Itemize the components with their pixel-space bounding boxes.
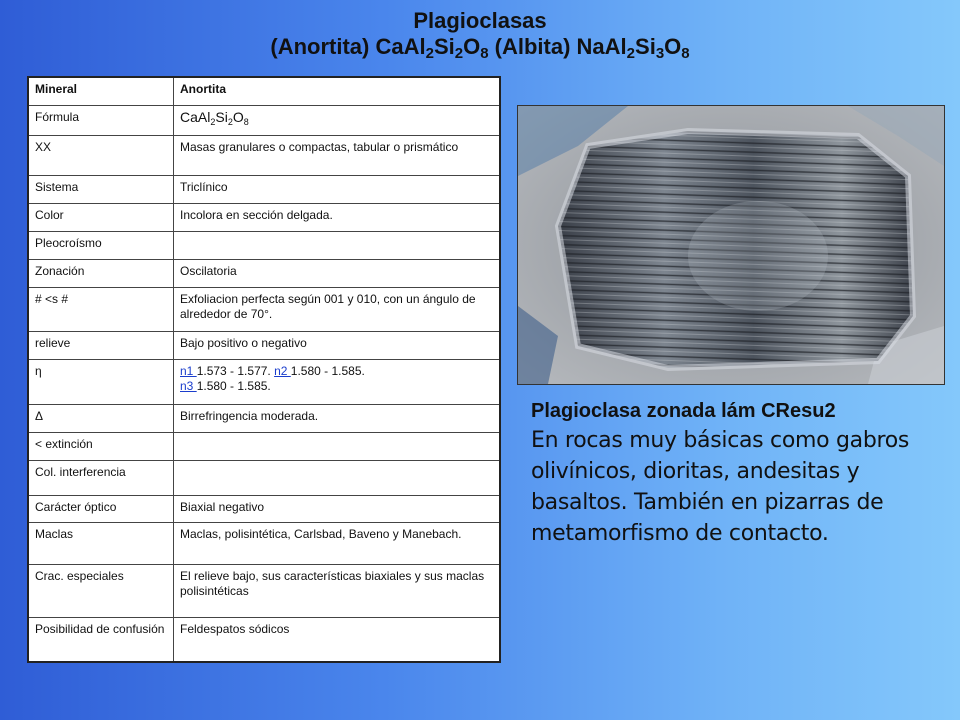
row-value <box>174 232 501 260</box>
title-line-2: (Anortita) $CaAl_2Si_2O_8$ (Albita) $NaAl_2Si_3O_8$ <box>270 34 690 62</box>
row-label: XX <box>28 136 174 176</box>
formula-value: $CaAl_2Si_2O_8$ <box>174 106 501 136</box>
row-value: Masas granulares o compactas, tabular o prismático <box>174 136 501 176</box>
row-value: El relieve bajo, sus características biaxiales y sus maclas polisintéticas <box>174 565 501 618</box>
row-label: relieve <box>28 332 174 360</box>
table-row <box>28 232 500 260</box>
table-row <box>28 461 500 496</box>
row-label: Carácter óptico <box>28 496 174 523</box>
row-value: Birrefringencia moderada. <box>174 405 501 433</box>
table-row <box>28 136 500 176</box>
row-value: Oscilatoria <box>174 260 501 288</box>
table-row <box>28 523 500 565</box>
table-row <box>28 433 500 461</box>
header-anortita: Anortita <box>174 77 501 106</box>
n2-link[interactable]: n2 <box>274 364 291 378</box>
caption-body: En rocas muy básicas como gabros olivínicos, dioritas, andesitas y basaltos. También en pizarras de metamorfismo de contacto. <box>531 428 910 546</box>
table-row-formula <box>28 106 500 136</box>
row-label: Zonación <box>28 260 174 288</box>
row-value: Exfoliacion perfecta según 001 y 010, con un ángulo de alrededor de 70°. <box>174 288 501 332</box>
row-label: η <box>28 360 174 405</box>
n1-link[interactable]: n1 <box>180 364 197 378</box>
row-label: Color <box>28 204 174 232</box>
table-row-eta <box>28 360 500 405</box>
row-label: Δ <box>28 405 174 433</box>
row-value: Biaxial negativo <box>174 496 501 523</box>
row-value: Incolora en sección delgada. <box>174 204 501 232</box>
title-line-1: Plagioclasas <box>413 8 547 33</box>
plagioclase-micrograph <box>518 106 944 384</box>
eta-value: n1 1.573 - 1.577. n2 1.580 - 1.585. n3 1.580 - 1.585. <box>174 360 501 405</box>
row-label: Pleocroísmo <box>28 232 174 260</box>
row-value: Feldespatos sódicos <box>174 618 501 662</box>
row-label: # <s # <box>28 288 174 332</box>
table-row <box>28 565 500 618</box>
table-row <box>28 176 500 204</box>
table-header-row <box>28 77 500 106</box>
row-value: Bajo positivo o negativo <box>174 332 501 360</box>
slide-title <box>0 8 960 60</box>
table-row <box>28 288 500 332</box>
row-label: Crac. especiales <box>28 565 174 618</box>
row-value: Triclínico <box>174 176 501 204</box>
row-label: Posibilidad de confusión <box>28 618 174 662</box>
thin-section-photo <box>517 105 945 385</box>
table-row <box>28 332 500 360</box>
row-label: Col. interferencia <box>28 461 174 496</box>
row-label: Maclas <box>28 523 174 565</box>
table-row <box>28 260 500 288</box>
table-row <box>28 618 500 662</box>
row-value: Maclas, polisintética, Carlsbad, Baveno y Manebach. <box>174 523 501 565</box>
row-value <box>174 433 501 461</box>
header-mineral: Mineral <box>28 77 174 106</box>
table-row <box>28 204 500 232</box>
row-label: < extinción <box>28 433 174 461</box>
row-value <box>174 461 501 496</box>
table-row <box>28 496 500 523</box>
table-row <box>28 405 500 433</box>
caption-title: Plagioclasa zonada lám CResu2 <box>531 400 836 422</box>
mineral-properties-table <box>27 76 501 663</box>
row-label: Fórmula <box>28 106 174 136</box>
n3-link[interactable]: n3 <box>180 379 197 393</box>
caption <box>531 398 946 549</box>
row-label: Sistema <box>28 176 174 204</box>
